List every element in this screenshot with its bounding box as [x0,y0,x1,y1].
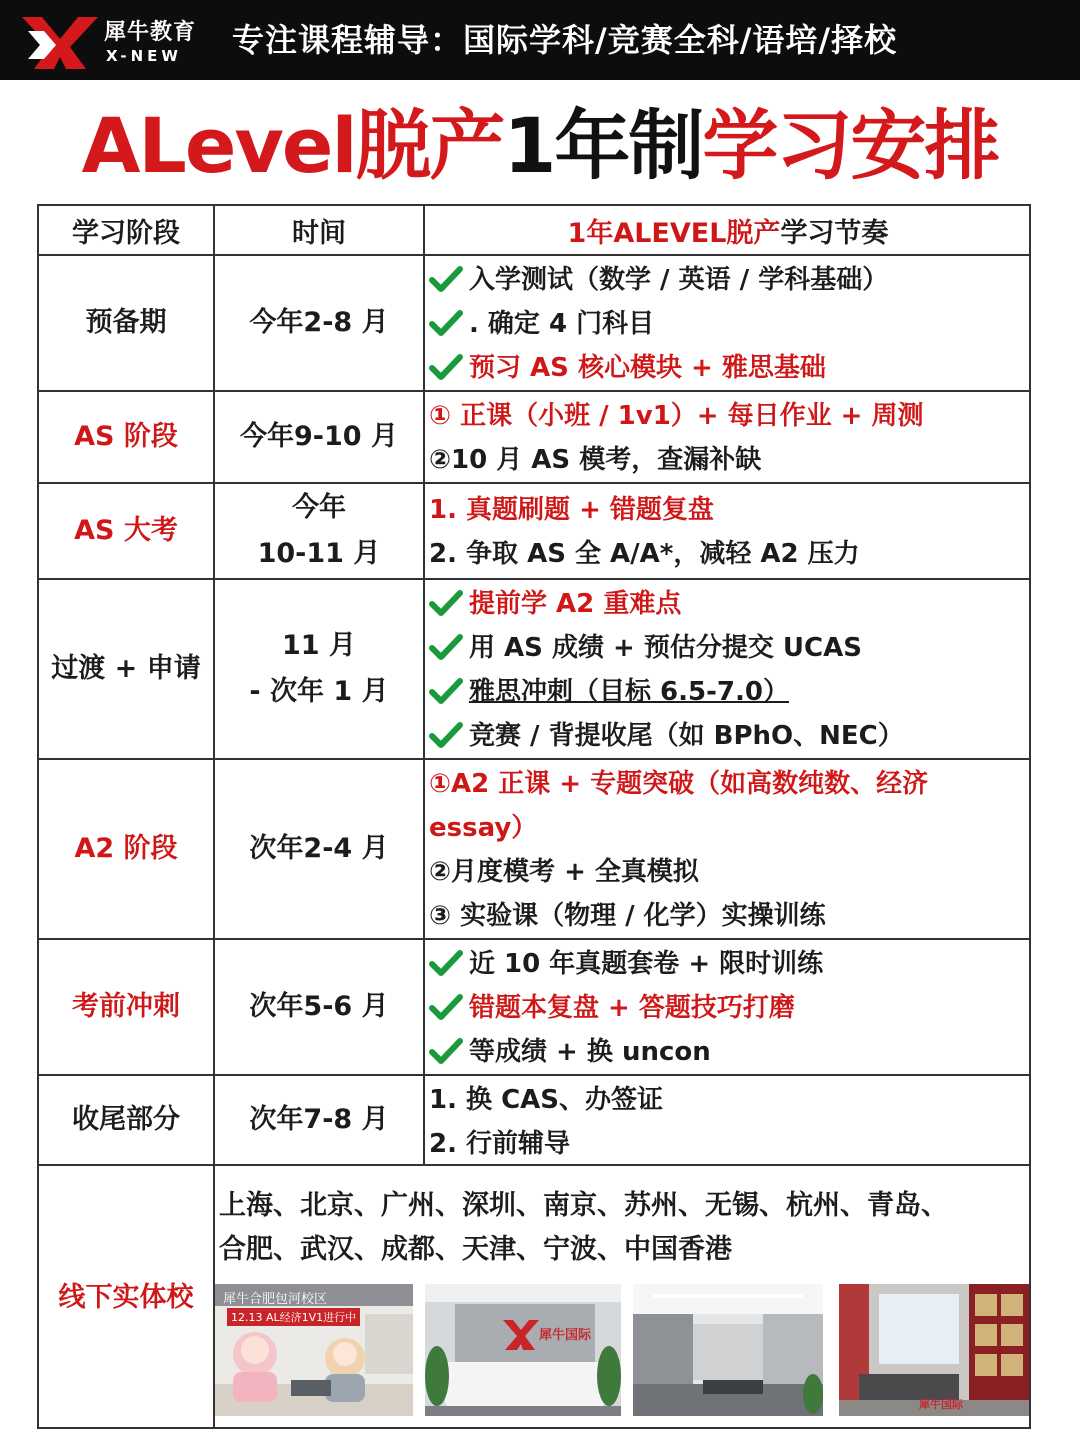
campus-photo-3 [633,1284,823,1416]
plan-item: 近 10 年真题套卷 + 限时训练 [429,942,1031,986]
plan-item: 2. 行前辅导 [429,1129,571,1159]
plan-cell [425,1078,1031,1166]
plan-item: 入学测试（数学 / 英语 / 学科基础） [429,258,1031,302]
cities-line: 合肥、武汉、成都、天津、宁波、中国香港 [219,1234,732,1265]
stage-cell: 考前冲刺 [72,991,180,1022]
campus-photo-4 [839,1284,1029,1416]
stage-cell: A2 阶段 [74,833,178,864]
header-plan-black: 学习节奏 [780,217,889,249]
photo-logo-text: 犀牛国际 [539,1328,592,1343]
plan-cell [425,488,1031,576]
photo-logo-text: 犀牛国际 [919,1398,963,1411]
stage-cell: 过渡 + 申请 [51,653,201,684]
check-icon [429,721,463,751]
check-icon [429,993,463,1023]
plan-item: 2. 争取 AS 全 A/A*，减轻 A2 压力 [429,539,860,569]
plan-cell [425,258,1031,390]
x-new-logo-icon [20,13,100,71]
header-plan-red: 1年ALEVEL脱产 [567,217,781,249]
stage-cell: AS 大考 [74,515,178,546]
plan-item: ① 正课（小班 / 1v1）+ 每日作业 + 周测 [429,401,924,431]
photo-caption: 犀牛合肥包河校区 [223,1292,328,1307]
time-cell: 今年2-8 月 [249,307,389,338]
campus-photo-2 [425,1284,621,1416]
plan-cell [425,582,1031,758]
stage-cell: 收尾部分 [72,1104,180,1135]
plan-item: 错题本复盘 + 答题技巧打磨 [429,986,1031,1030]
photo-tag: 12.13 AL经济1V1进行中 [227,1308,360,1326]
check-icon [429,949,463,979]
stage-cell: AS 阶段 [74,421,178,452]
campus-cities [219,1184,1029,1272]
plan-cell [425,942,1031,1074]
plan-item: ②月度模考 + 全真模拟 [429,857,699,887]
time-cell: 11 月 - 次年 1 月 [249,630,389,707]
plan-item: 1. 换 CAS、办签证 [429,1085,664,1115]
check-icon [429,677,463,707]
check-icon [429,633,463,663]
plan-cell [425,394,1031,482]
top-banner [0,0,1080,80]
plan-item: 用 AS 成绩 + 预估分提交 UCAS [429,626,1031,670]
slogan: 专注课程辅导：国际学科/竞赛全科/语培/择校 [232,21,898,59]
check-icon [429,353,463,383]
plan-item: 等成绩 + 换 uncon [429,1030,1031,1074]
plan-item: ③ 实验课（物理 / 化学）实操训练 [429,901,826,931]
plan-item: ①A2 正课 + 专题突破（如高数纯数、经济 [429,769,929,799]
time-cell: 次年2-4 月 [249,833,389,864]
office-illustration [633,1284,823,1416]
schedule-table [37,204,1031,1429]
time-cell: 今年9-10 月 [240,421,398,452]
plan-item: 雅思冲刺（目标 6.5-7.0） [429,670,1031,714]
logo-chinese-name: 犀牛教育 [104,20,197,45]
stage-cell: 线下实体校 [58,1281,194,1313]
check-icon [429,265,463,295]
plan-cell [425,762,1031,938]
header-stage: 学习阶段 [72,217,180,249]
logo-english-name: X-NEW [106,47,182,65]
plan-item: ②10 月 AS 模考，查漏补缺 [429,445,762,475]
header-plan [425,206,1031,254]
plan-item: 预习 AS 核心模块 + 雅思基础 [429,346,1031,390]
time-cell: 次年7-8 月 [249,1104,389,1135]
plan-item: 1. 真题刷题 + 错题复盘 [429,495,714,525]
plan-item: essay） [429,813,538,843]
stage-cell: 预备期 [85,307,167,338]
campus-photo-1 [215,1284,413,1416]
time-cell: 今年 10-11 月 [257,492,381,569]
brand-logo [20,13,196,71]
header-time: 时间 [292,217,346,249]
plan-item: 竞赛 / 背提收尾（如 BPhO、NEC） [429,714,1031,758]
check-icon [429,309,463,339]
plan-item: 提前学 A2 重难点 [429,582,1031,626]
title-part-1: ALevel脱产 [81,101,504,190]
cities-line: 上海、北京、广州、深圳、南京、苏州、无锡、杭州、青岛、 [219,1190,948,1221]
plan-item: . 确定 4 门科目 [429,302,1031,346]
page-title [0,96,1080,196]
reception-illustration [425,1284,621,1416]
title-part-2: 1年制 [503,101,703,190]
check-icon [429,589,463,619]
title-part-3: 学习安排 [702,101,999,190]
check-icon [429,1037,463,1067]
time-cell: 次年5-6 月 [249,991,389,1022]
